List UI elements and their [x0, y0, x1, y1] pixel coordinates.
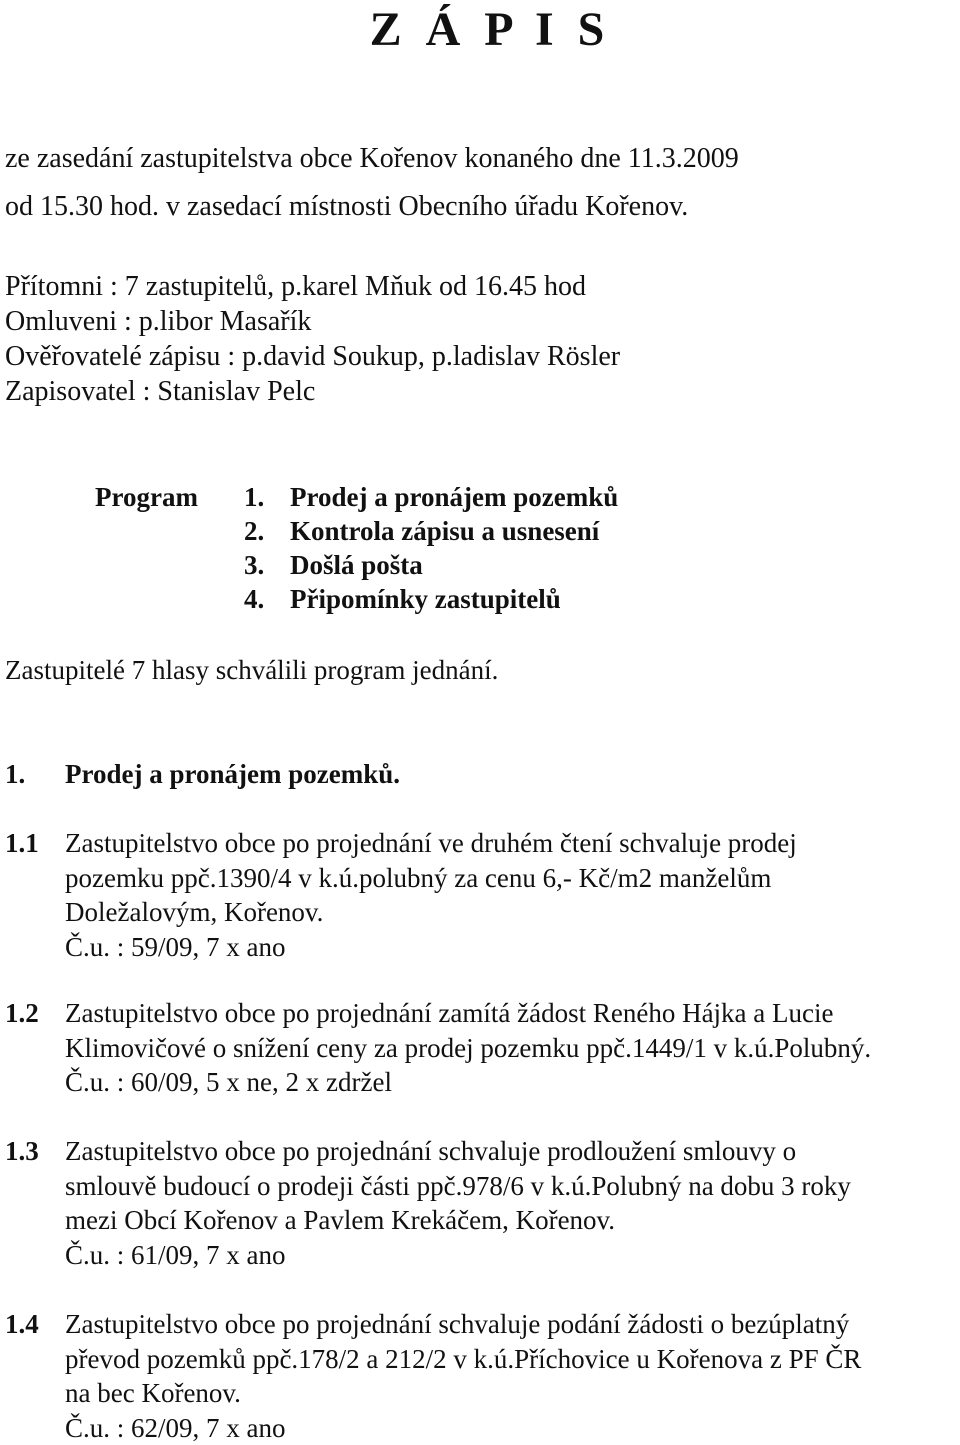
- resolution-vote: Č.u. : 59/09, 7 x ano: [65, 930, 955, 965]
- resolution-item: [5, 826, 955, 964]
- attendance-present: Přítomni : 7 zastupitelů, p.karel Mňuk od 16.45 hod: [5, 270, 586, 304]
- resolution-number: 1.3: [5, 1134, 39, 1169]
- document-title: Z Á P I S: [0, 2, 960, 58]
- resolution-line: převod pozemků ppč.178/2 a 212/2 v k.ú.Příchovice u Kořenova z PF ČR: [65, 1342, 955, 1377]
- resolution-line: pozemku ppč.1390/4 v k.ú.polubný za cenu 6,- Kč/m2 manželům: [65, 861, 955, 896]
- resolution-line: Zastupitelstvo obce po projednání zamítá žádost Reného Hájka a Lucie: [65, 996, 955, 1031]
- program-item-text: Kontrola zápisu a usnesení: [290, 516, 599, 546]
- resolution-line: mezi Obcí Kořenov a Pavlem Krekáčem, Kořenov.: [65, 1203, 955, 1238]
- resolution-line: smlouvě budoucí o prodeji části ppč.978/6 v k.ú.Polubný na dobu 3 roky: [65, 1169, 955, 1204]
- program-approval: Zastupitelé 7 hlasy schválili program jednání.: [5, 653, 498, 687]
- program-item: [244, 582, 561, 616]
- program-item-text: Došlá pošta: [290, 550, 423, 580]
- resolution-number: 1.4: [5, 1307, 39, 1342]
- program-item-number: 2.: [244, 514, 290, 548]
- attendance-verifiers: Ověřovatelé zápisu : p.david Soukup, p.ladislav Rösler: [5, 340, 620, 374]
- resolution-item: [5, 1307, 955, 1445]
- resolution-line: na bec Kořenov.: [65, 1376, 955, 1411]
- program-item-text: Prodej a pronájem pozemků: [290, 482, 618, 512]
- attendance-excused: Omluveni : p.libor Masařík: [5, 305, 311, 339]
- program-item: [244, 548, 423, 582]
- resolution-line: Zastupitelstvo obce po projednání schvaluje podání žádosti o bezúplatný: [65, 1307, 955, 1342]
- resolution-line: Zastupitelstvo obce po projednání schvaluje prodloužení smlouvy o: [65, 1134, 955, 1169]
- program-item-number: 3.: [244, 548, 290, 582]
- program-item-number: 1.: [244, 480, 290, 514]
- meeting-location-line: od 15.30 hod. v zasedací místnosti Obecního úřadu Kořenov.: [5, 190, 688, 224]
- resolution-item: [5, 996, 955, 1100]
- program-item: [244, 480, 618, 514]
- program-label: Program: [95, 480, 198, 514]
- section-number: 1.: [5, 757, 65, 791]
- section-heading: [5, 757, 400, 791]
- resolution-vote: Č.u. : 61/09, 7 x ano: [65, 1238, 955, 1273]
- resolution-line: Zastupitelstvo obce po projednání ve druhém čtení schvaluje prodej: [65, 826, 955, 861]
- section-title: Prodej a pronájem pozemků.: [65, 759, 400, 789]
- resolution-vote: Č.u. : 60/09, 5 x ne, 2 x zdržel: [65, 1065, 955, 1100]
- meeting-info-line: ze zasedání zastupitelstva obce Kořenov konaného dne 11.3.2009: [5, 142, 739, 176]
- attendance-recorder: Zapisovatel : Stanislav Pelc: [5, 375, 315, 409]
- program-item: [244, 514, 599, 548]
- program-item-number: 4.: [244, 582, 290, 616]
- resolution-item: [5, 1134, 955, 1272]
- resolution-number: 1.2: [5, 996, 39, 1031]
- program-item-text: Připomínky zastupitelů: [290, 584, 561, 614]
- resolution-vote: Č.u. : 62/09, 7 x ano: [65, 1411, 955, 1445]
- resolution-line: Klimovičové o snížení ceny za prodej pozemku ppč.1449/1 v k.ú.Polubný.: [65, 1031, 955, 1066]
- resolution-line: Doležalovým, Kořenov.: [65, 895, 955, 930]
- resolution-number: 1.1: [5, 826, 39, 861]
